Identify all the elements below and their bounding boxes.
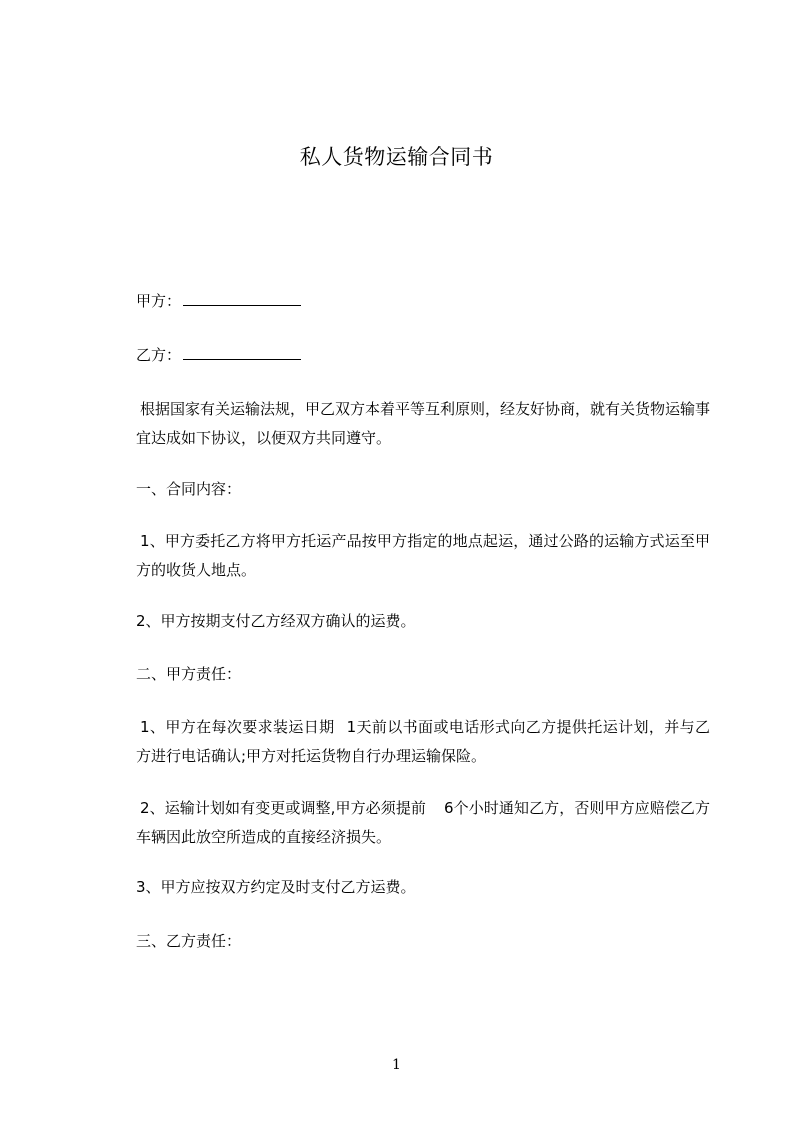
section1-item1: 1、甲方委托乙方将甲方托运产品按甲方指定的地点起运，通过公路的运输方式运至甲方的收货人地点。 <box>136 532 710 579</box>
section2-item1 <box>136 713 710 771</box>
section1-item2: 2、甲方按期支付乙方经双方确认的运费。 <box>136 612 416 630</box>
section1-heading: 一、合同内容： <box>136 480 242 498</box>
page-number: 1 <box>392 1057 401 1073</box>
party-b-line <box>136 345 301 365</box>
section2-item3: 3、甲方应按双方约定及时支付乙方运费。 <box>136 878 416 896</box>
section3-heading: 三、乙方责任： <box>136 932 242 950</box>
section2-item2-part1: 2、运输计划如有变更或调整,甲方必须提前 <box>140 799 427 817</box>
party-a-line <box>136 291 301 311</box>
party-b-blank <box>183 345 301 360</box>
section2-item1-part2: 1天前以书面或电话形式向乙方提供托运计划，并与乙方进行电话确认;甲方对托运货物自行办理运输保险。 <box>136 718 711 765</box>
section2-item2 <box>136 794 710 852</box>
document-title: 私人货物运输合同书 <box>299 145 494 169</box>
party-b-label: 乙方： <box>136 346 182 364</box>
section2-item2-part2: 6个小时通知乙方，否则甲方应赔偿乙方车辆因此放空所造成的直接经济损失。 <box>136 799 710 846</box>
party-a-label: 甲方： <box>136 292 182 310</box>
section2-item1-part1: 1、甲方在每次要求装运日期 <box>140 718 335 736</box>
party-a-blank <box>183 291 301 306</box>
preamble-paragraph: 根据国家有关运输法规，甲乙双方本着平等互利原则，经友好协商，就有关货物运输事宜达成如下协议，以便双方共同遵守。 <box>136 400 711 447</box>
section2-heading: 二、甲方责任： <box>136 665 242 683</box>
